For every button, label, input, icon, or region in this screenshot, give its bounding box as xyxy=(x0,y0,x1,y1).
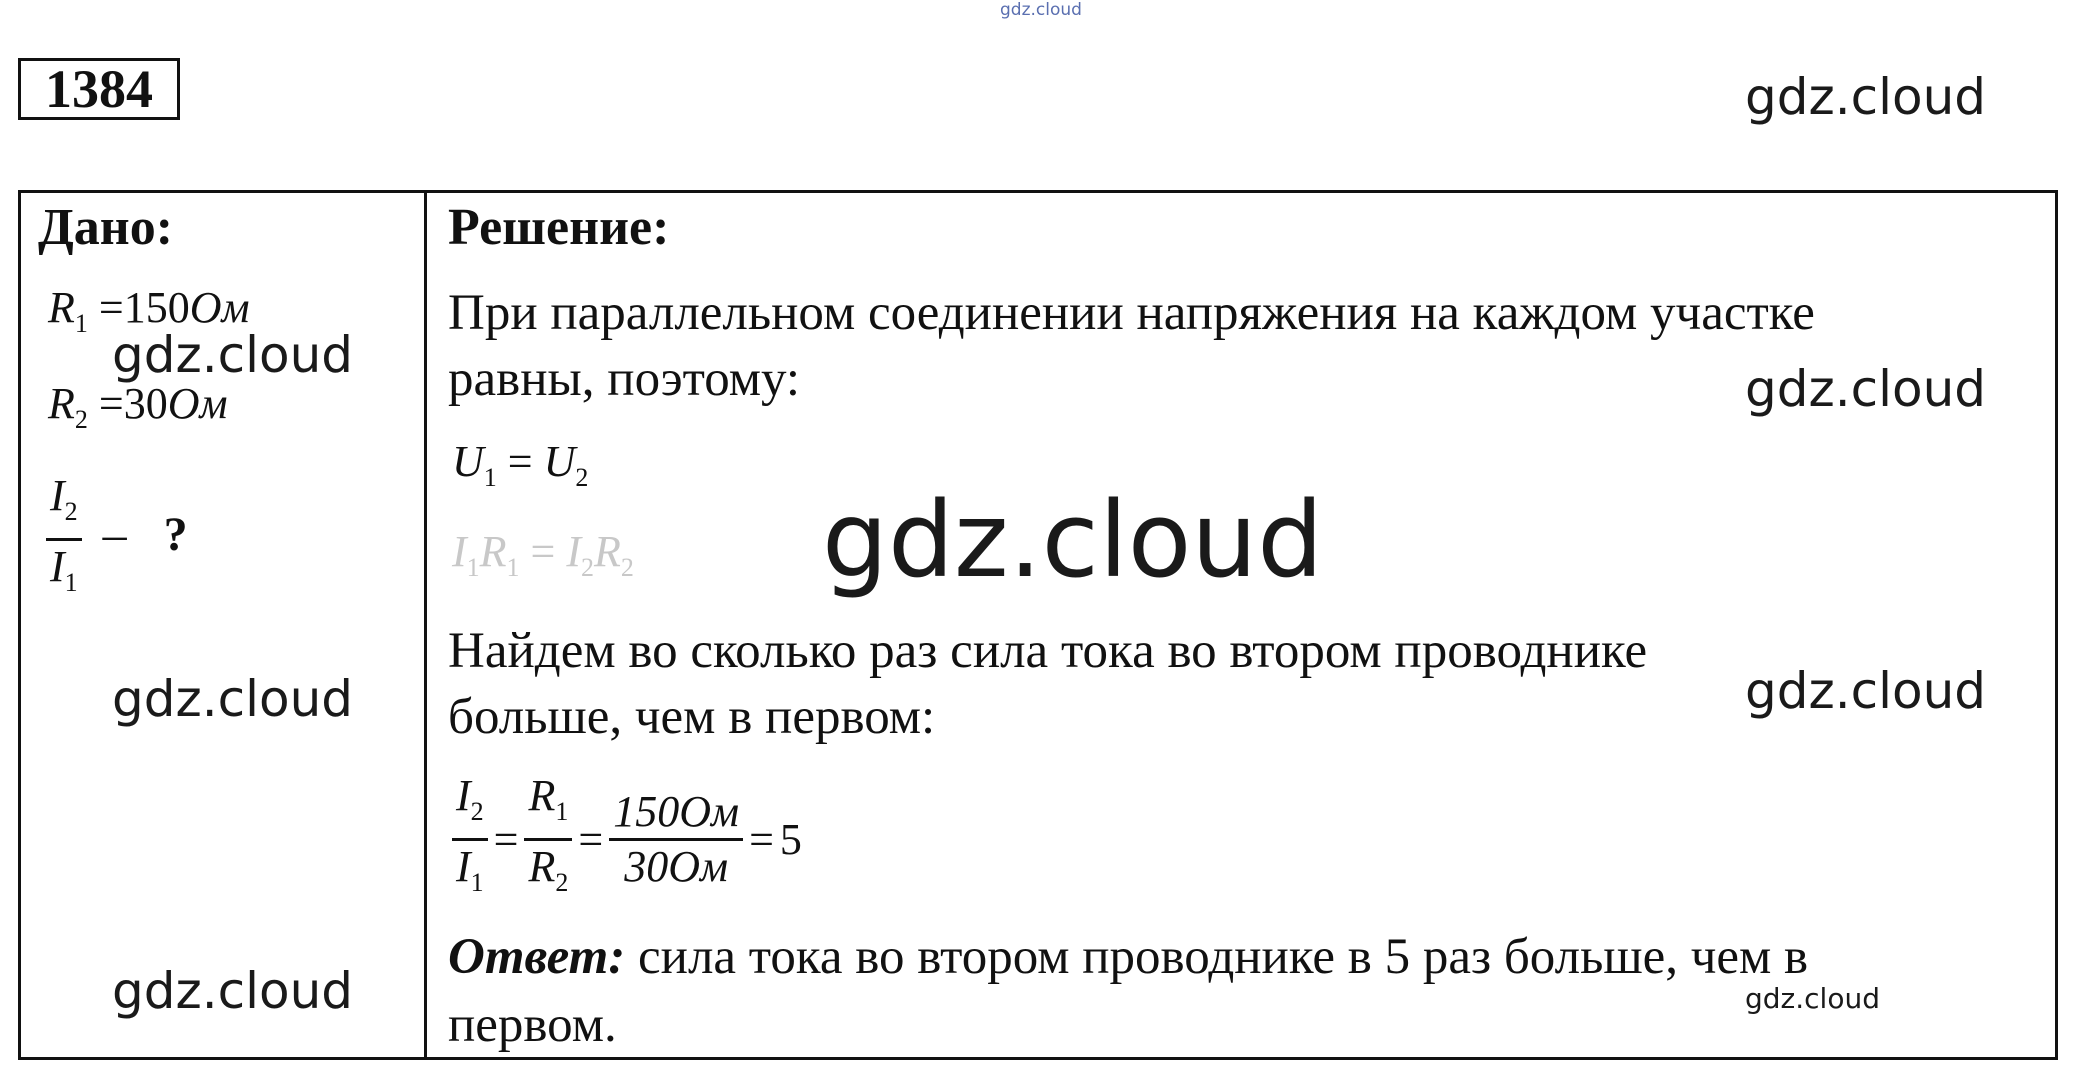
answer-line1: Ответ: сила тока во втором проводнике в 5 раз больше, чем в xyxy=(448,929,1809,985)
ratio-equation: $\frac{I_2}{I_1}$ = $\frac{R_1}{R_2}$ = $\frac{150Ом}{30Ом}$ = 5 xyxy=(452,770,802,909)
solution-heading: Решение: xyxy=(448,199,670,256)
solution-para1-line2: равны, поэтому: xyxy=(448,351,800,407)
given-heading: Дано: xyxy=(38,199,174,256)
given-r2: $R_2 =30Ом$ xyxy=(48,379,228,434)
watermark-solution-1: gdz.cloud xyxy=(1745,360,1987,418)
equation-u1-u2: $U_1 = U_2$ xyxy=(452,437,589,492)
watermark-center-large: gdz.cloud xyxy=(822,479,1324,601)
equation-i1r1-i2r2: $I_1R_1 = I_2R_2$ xyxy=(452,527,634,582)
solution-para1-line1: При параллельном соединении напряжения на каждом участке xyxy=(448,285,1815,341)
given-r1: $R_1 =150Ом$ xyxy=(48,283,250,338)
solution-para2-line1: Найдем во сколько раз сила тока во втором проводнике xyxy=(448,623,1648,679)
watermark-solution-2: gdz.cloud xyxy=(1745,662,1987,720)
watermark-given-2: gdz.cloud xyxy=(112,670,354,728)
given-find: $\frac{I_2}{I_1}$ – ? xyxy=(46,470,188,609)
watermark-top-right: gdz.cloud xyxy=(1745,68,1987,126)
table-divider xyxy=(424,190,427,1060)
answer-line2: первом. xyxy=(448,997,617,1053)
watermark-given-1: gdz.cloud xyxy=(112,326,354,384)
watermark-solution-3: gdz.cloud xyxy=(1745,982,1880,1015)
solution-para2-line2: больше, чем в первом: xyxy=(448,689,936,745)
watermark-top-small: gdz.cloud xyxy=(1000,0,1082,20)
problem-number: 1384 xyxy=(18,58,180,120)
watermark-given-3: gdz.cloud xyxy=(112,962,354,1020)
